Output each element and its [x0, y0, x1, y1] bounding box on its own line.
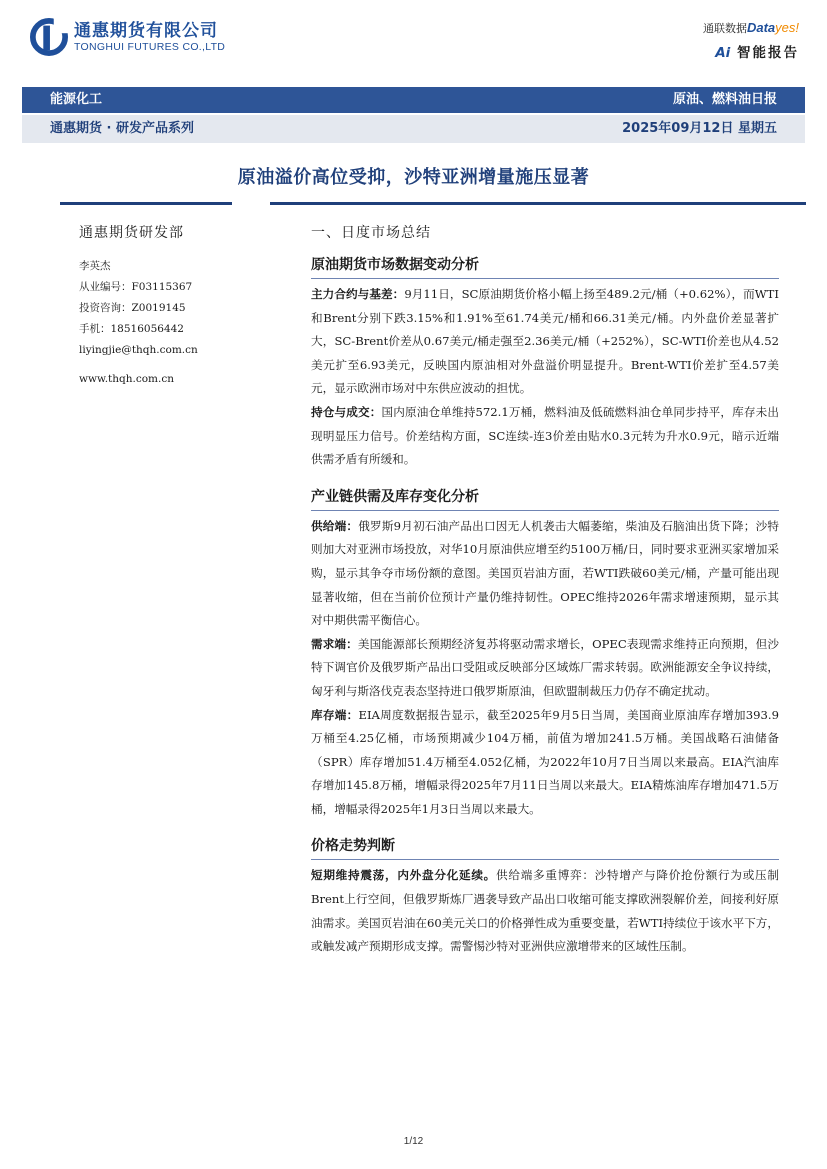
email-link[interactable]: liyingjie@thqh.com.cn [79, 344, 198, 356]
subsection-title: 产业链供需及库存变化分析 [311, 486, 779, 511]
category-label: 能源化工 [50, 92, 103, 107]
paragraph-label: 短期维持震荡，内外盘分化延续。 [311, 868, 497, 883]
paragraph-label: 供给端： [311, 518, 359, 533]
company-name-en: TONGHUI FUTURES CO.,LTD [74, 40, 226, 53]
series-band [22, 115, 805, 143]
title-rule-left [60, 202, 232, 205]
category-band [22, 87, 805, 113]
paragraph [311, 283, 779, 401]
subsection-price-outlook [311, 835, 779, 958]
advisory-number: 投资咨询：Z0019145 [79, 302, 186, 314]
partner-logo [703, 20, 799, 61]
page-number: 1/12 [403, 1136, 424, 1147]
section-heading: 一、日度市场总结 [311, 225, 431, 241]
report-date: 2025年09月12日 星期五 [622, 121, 777, 136]
analyst-sidebar [79, 222, 259, 390]
report-title: 原油溢价高位受抑，沙特亚洲增量施压显著 [237, 167, 590, 188]
subsection-title: 价格走势判断 [311, 835, 779, 860]
subsection-futures-data [311, 254, 779, 472]
paragraph [311, 864, 779, 958]
ai-report-label: 智能报告 [737, 45, 799, 61]
partner-yes-word: yes! [775, 20, 799, 35]
paragraph-text: 国内原油仓单维持572.1万桶，燃料油及低硫燃料油仓单同步持平，库存未出现明显压力信号。价差结构方面，SC连续-连3价差由贴水0.3元转为升水0.9元，暗示近端供需矛盾有所缓和。 [311, 404, 779, 467]
report-type-label: 原油、燃料油日报 [672, 92, 777, 107]
paragraph-text: 俄罗斯9月初石油产品出口因无人机袭击大幅萎缩，柴油及石脑油出货下降；沙特则加大对亚洲市场投放，对华10月原油供应增至约5100万桶/日，同时要求亚洲买家增加采购，显示其争夺市场份额的意图。美国页岩油方面，若WTI跌破60美元/桶，产量可能出现显著收缩，但在当前价位预计产量仍维持韧性。OPEC维持2026年需求增速预期，显示其对中期供需平衡信心。 [311, 518, 779, 628]
company-name-cn: 通惠期货有限公司 [74, 20, 218, 41]
paragraph-label: 库存端： [311, 707, 359, 722]
paragraph-text: EIA周度数据报告显示，截至2025年9月5日当周，美国商业原油库存增加393.9万桶至4.25亿桶，市场预期减少104万桶，前值为增加241.5万桶。美国战略石油储备（SPR）库存增加51.4万桶至4.052亿桶，为2022年10月7日当周以来最高。EIA汽油库存增加145.8万桶，增幅录得2025年7月11日当周以来最大。EIA精炼油库存增加471.5万桶，增幅录得2025年1月3日当周以来最大。 [311, 707, 779, 816]
paragraph-label: 主力合约与基差： [311, 287, 405, 301]
company-logo[interactable] [30, 18, 225, 56]
report-body [311, 222, 779, 973]
subsection-supply-demand [311, 486, 779, 822]
paragraph-text: 9月11日，SC原油期货价格小幅上扬至489.2元/桶（+0.62%），而WTI和Brent分别下跌3.15%和1.91%至61.74美元/桶和66.31美元/桶。内外盘价差显著扩大，SC-Brent价差从0.67美元/桶走强至2.36美元/桶（+252%），SC-WTI价差也从4.52美元扩至6.93美元，反映国内原油相对外盘溢价明显提升。Brent-WTI价差扩至4.57美元，显示欧洲市场对中东供应波动的担忧。 [311, 287, 779, 396]
analyst-name: 李英杰 [79, 260, 111, 272]
paragraph [311, 633, 779, 704]
subsection-title: 原油期货市场数据变动分析 [311, 254, 779, 279]
page-header [0, 0, 827, 80]
website-link[interactable]: www.thqh.com.cn [79, 373, 174, 385]
title-rule-right [270, 202, 806, 205]
partner-name-cn: 通联数据 [702, 23, 747, 35]
paragraph-label: 持仓与成交： [311, 404, 382, 419]
paragraph-text: 美国能源部长预期经济复苏将驱动需求增长，OPEC表现需求维持正向预期，但沙特下调官价及俄罗斯产品出口受阻或反映部分区域炼厂需求转弱。欧洲能源安全争议持续，匈牙利与斯洛伐克表态坚持进口俄罗斯原油，但欧盟制裁压力仍存不确定扰动。 [311, 636, 779, 698]
ai-mark: Ai [715, 45, 731, 61]
department-name: 通惠期货研发部 [79, 225, 184, 241]
license-number: 从业编号：F03115367 [79, 281, 193, 293]
paragraph [311, 515, 779, 633]
paragraph [311, 704, 779, 822]
paragraph-label: 需求端： [311, 636, 358, 651]
paragraph-text: 供给端多重博弈：沙特增产与降价抢份额行为或压制Brent上行空间，但俄罗斯炼厂遇袭导致产品出口收缩可能支撑欧洲裂解价差，间接利好原油需求。美国页岩油在60美元关口的价格弹性成为重要变量，若WTI持续位于该水平下方，或触发减产预期形成支撑。需警惕沙特对亚洲供应激增带来的区域性压制。 [311, 868, 779, 954]
phone-number: 手机：18516056442 [79, 323, 184, 335]
partner-data-word: Data [746, 20, 776, 35]
series-label: 通惠期货 · 研发产品系列 [50, 121, 194, 136]
paragraph [311, 401, 779, 472]
tonghui-logo-icon [30, 18, 68, 56]
